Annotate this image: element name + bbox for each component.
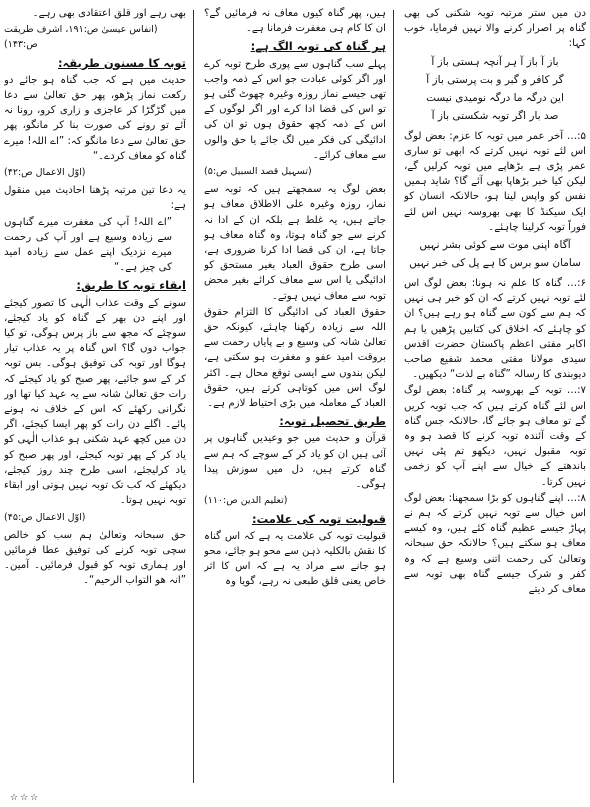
paragraph: یہ دعا تین مرتبہ پڑھنا احادیث میں منقول ہے: <box>4 185 186 212</box>
end-stars: ☆☆☆ <box>10 793 41 803</box>
paragraph: بھی رہے اور قلق اعتقادی بھی رہے۔ <box>32 8 186 19</box>
urdu-verse <box>404 237 586 272</box>
section-heading: طریق تحصیل توبہ: <box>279 414 386 429</box>
column-left <box>4 6 186 785</box>
reference: (اوّل الاعمال ص:۴۲) <box>4 167 86 179</box>
paragraph: ۶:… گناہ کا علم نہ ہونا: بعض لوگ اس لئے توبہ نہیں کرتے کہ ان کو خبر ہی نہیں کہ ہم سے کون سے گناہ ہو رہے ہیں؟ ان کو چاہئے کہ اخلاق کی کتابیں پڑھیں یا ہم اکابر مفتی اعظم پاکستان حضرت اقدس سیدی مولانا مفتی محمد شفیع صاحب دیوبندی کا رسالہ ”گناہ بے لذت“ دیکھیں۔ <box>404 278 586 381</box>
verse-line: آگاہ اپنی موت سے کوئی بشر نہیں <box>419 239 571 252</box>
column-divider <box>393 10 394 783</box>
column-right <box>404 6 586 785</box>
reference: (اوّل الاعمال ص:۴۵) <box>4 511 86 523</box>
verse-line: سامان سو برس کا ہے پل کی خبر نہیں <box>409 257 581 270</box>
verse-line: صد بار اگر توبہ شکستی باز آ <box>431 109 559 122</box>
paragraph: حدیث میں ہے کہ جب گناہ ہو جائے دو رکعت نماز پڑھو، پھر حق تعالیٰ سے دعا میں گڑگڑا کر عاجزی و زاری کرو، رونا نہ آئے تو رونے کی صورت بنا کر مانگو، پھر حق تعالیٰ سے دعا مانگو کہ: ”اے اللہ! میرے گناہ کو معاف کردے۔“ <box>4 74 186 162</box>
verse-line: باز آ باز آ ہر آنچہ ہستی باز آ <box>431 55 559 68</box>
dua-quote: ”اے اللہ! آپ کی مغفرت میرے گناہوں سے زیادہ وسیع ہے اور آپ کی رحمت میرے نزدیک اپنے عمل سے زیادہ امید کی چیز ہے۔“ <box>4 216 172 274</box>
verse-line: این درگہ ما درگہ نومیدی نیست <box>426 91 564 104</box>
verse-line: گر کافر و گبر و بت پرستی باز آ <box>426 73 564 86</box>
paragraph: ۸:… اپنے گناہوں کو بڑا سمجھنا: بعض لوگ اس خیال سے توبہ نہیں کرتے کہ ہم نے پہاڑ جیسے عظیم گناہ کئے ہیں، وہ کیسے معاف ہو سکتے ہیں؟ حالانکہ حق سبحانہ وتعالیٰ کی رحمت اتنی وسیع ہے کہ وہ کفر و شرک جیسے گناہ بھی توبہ سے معاف کر دیتے <box>404 492 586 596</box>
persian-verse <box>404 54 586 125</box>
paragraph: ۵:… آخر عمر میں توبہ کا عزم: بعض لوگ اس لئے توبہ نہیں کرتے کہ ابھی تو ساری عمر پڑی ہے بڑھاپے میں توبہ کرلیں گے، لیکن کیا خبر بڑھاپا بھی آئے گا؟ شاید ہمیں نفس کو واپس لینا ہو، حالانکہ انسان کو ایک سیکنڈ کا بھی بھروسہ نہیں اس لئے فوراً توبہ کرلینا چاہئے۔ <box>404 130 586 233</box>
paragraph: قبولیت توبہ کی علامت یہ ہے کہ اس گناہ کا نقش بالکلیہ ذہن سے محو ہو جائے، محو ہو جانے سے مراد یہ ہے کہ اس کا اثر خاص یعنی قلق طبعی نہ رہے، گویا وہ <box>204 530 386 588</box>
paragraph: ۷:… توبہ کے بھروسہ پر گناہ: بعض لوگ اس لئے گناہ کرتے ہیں کہ جب توبہ کریں گے تو معاف ہو جائے گا، حالانکہ جس گناہ کے وقت آئندہ توبہ کرنے کا قصد ہو وہ توبہ مقبول نہیں، دیکھو تم پٹی نہیں باندھتے کے خیال سے اپنے آپ کو زخمی نہیں کرتا۔ <box>404 385 586 488</box>
paragraph: دن میں ستر مرتبہ توبہ شکنی کی بھی گناہ پر اصرار کرنے والا نہیں فرمایا، خوب کہا: <box>404 8 586 50</box>
reference: (تعلیم الدین ص:۱۱۰) <box>204 495 288 507</box>
section-heading: ابقاء توبہ کا طریق: <box>76 278 186 293</box>
column-divider <box>193 10 194 783</box>
section-heading: ہر گناہ کی توبہ الگ ہے: <box>250 39 386 54</box>
paragraph: پہلے سب گناہوں سے پوری طرح توبہ کرے اور اگر کوئی عبادت جو اس کے ذمہ واجب تھی جیسے نماز روزہ وغیرہ چھوٹ گئی ہو تو اس کی قضا ادا کرے اور اگر لوگوں کے اس کے ذمہ کچھ حقوق ہوں تو ان کی ادائیگی کی فکر میں لگ جائے یا حق والوں سے معاف کرائے۔ <box>204 58 386 161</box>
section-heading: توبہ کا مسنون طریقہ: <box>57 55 186 70</box>
column-middle <box>204 6 386 785</box>
paragraph: قرآن و حدیث میں جو وعیدیں گناہوں پر آئی ہیں ان کو یاد کر کے سوچے کہ ہم سے گناہ کرتے ہیں، دل میں سوزش پیدا ہوگی۔ <box>204 433 386 491</box>
paragraph: حق سبحانہ وتعالیٰ ہم سب کو خالص سچی توبہ کرنے کی توفیق عطا فرمائیں اور ہماری توبہ کو قبول فرمائیں۔ آمین۔ ”انہ ھو التواب الرحیم“۔ <box>4 529 186 587</box>
paragraph: حقوق العباد کی ادائیگی کا التزام حقوق اللہ سے زیادہ رکھنا چاہئے، کیونکہ حق تعالیٰ شانہ کی وسیع و بے پایاں رحمت سے بروقت امید عفو و مغفرت ہو سکتی ہے، لیکن بندوں سے ایسی توقع محال ہے۔ اکثر لوگ اس میں کوتاہی کرتے ہیں، حقوق العباد کے معاملہ میں بڑی احتیاط لازم ہے۔ <box>204 306 386 410</box>
reference: (انفاس عیسیٰ ص:۱۹۱، اشرف طریقت ص:۱۴۳) <box>4 24 158 51</box>
paragraph: ہیں، پھر گناہ کیوں معاف نہ فرمائیں گے؟ ان کا کام ہی مغفرت فرمانا ہے۔ <box>204 8 386 35</box>
reference: (تسہیل قصد السبیل ص:۵) <box>204 166 312 178</box>
paragraph: بعض لوگ یہ سمجھتے ہیں کہ توبہ سے نماز، روزہ وغیرہ علی الاطلاق معاف ہو جاتے ہیں، یہ غلط ہے بلکہ ان کے ادا نہ کرنے سے جو گناہ ہوتا، وہ گناہ معاف ہو جاتا ہے، ان کی قضا ادا کرنا ضروری ہے، اسی طرح حقوق العباد بغیر مستحق کو ادائیگی یا اس سے معاف کرائے بغیر محض توبہ سے معاف نہیں ہوتے۔ <box>204 184 386 302</box>
paragraph: سونے کے وقت عذاب الٰہی کا تصور کیجئے اور اپنے دن بھر کے گناہ کو یاد کیجئے، سوچئے کہ مجھ سے باز پرس ہوگی، تو کیا جواب دوں گا؟ اس گناہ پر یہ عذاب تیار ہوگا اور توبہ کی توفیق ہوگی۔ بس توبہ کر کے سو جائیے، پھر صبح کو یاد کیجئے کہ رات حق تعالیٰ شانہ سے یہ عہد کیا تھا اور نگرانی رکھئے کہ اس کے خلاف نہ ہونے پائے۔ اگلے دن رات کو پھر ایسا کیجئے، اگر دن میں کچھ عہد شکنی ہو عذاب الٰہی کو یاد کر کے پھر توبہ کیجئے، اور پھر صبح کو یاد کرلیجئے، اسی طرح چند روز کیجئے، دیکھئے کہ کب تک توبہ نہیں ہوتی اور ابقاء توبہ نہیں ہوتا۔ <box>4 297 186 507</box>
section-heading: قبولیت توبہ کی علامت: <box>251 511 386 526</box>
